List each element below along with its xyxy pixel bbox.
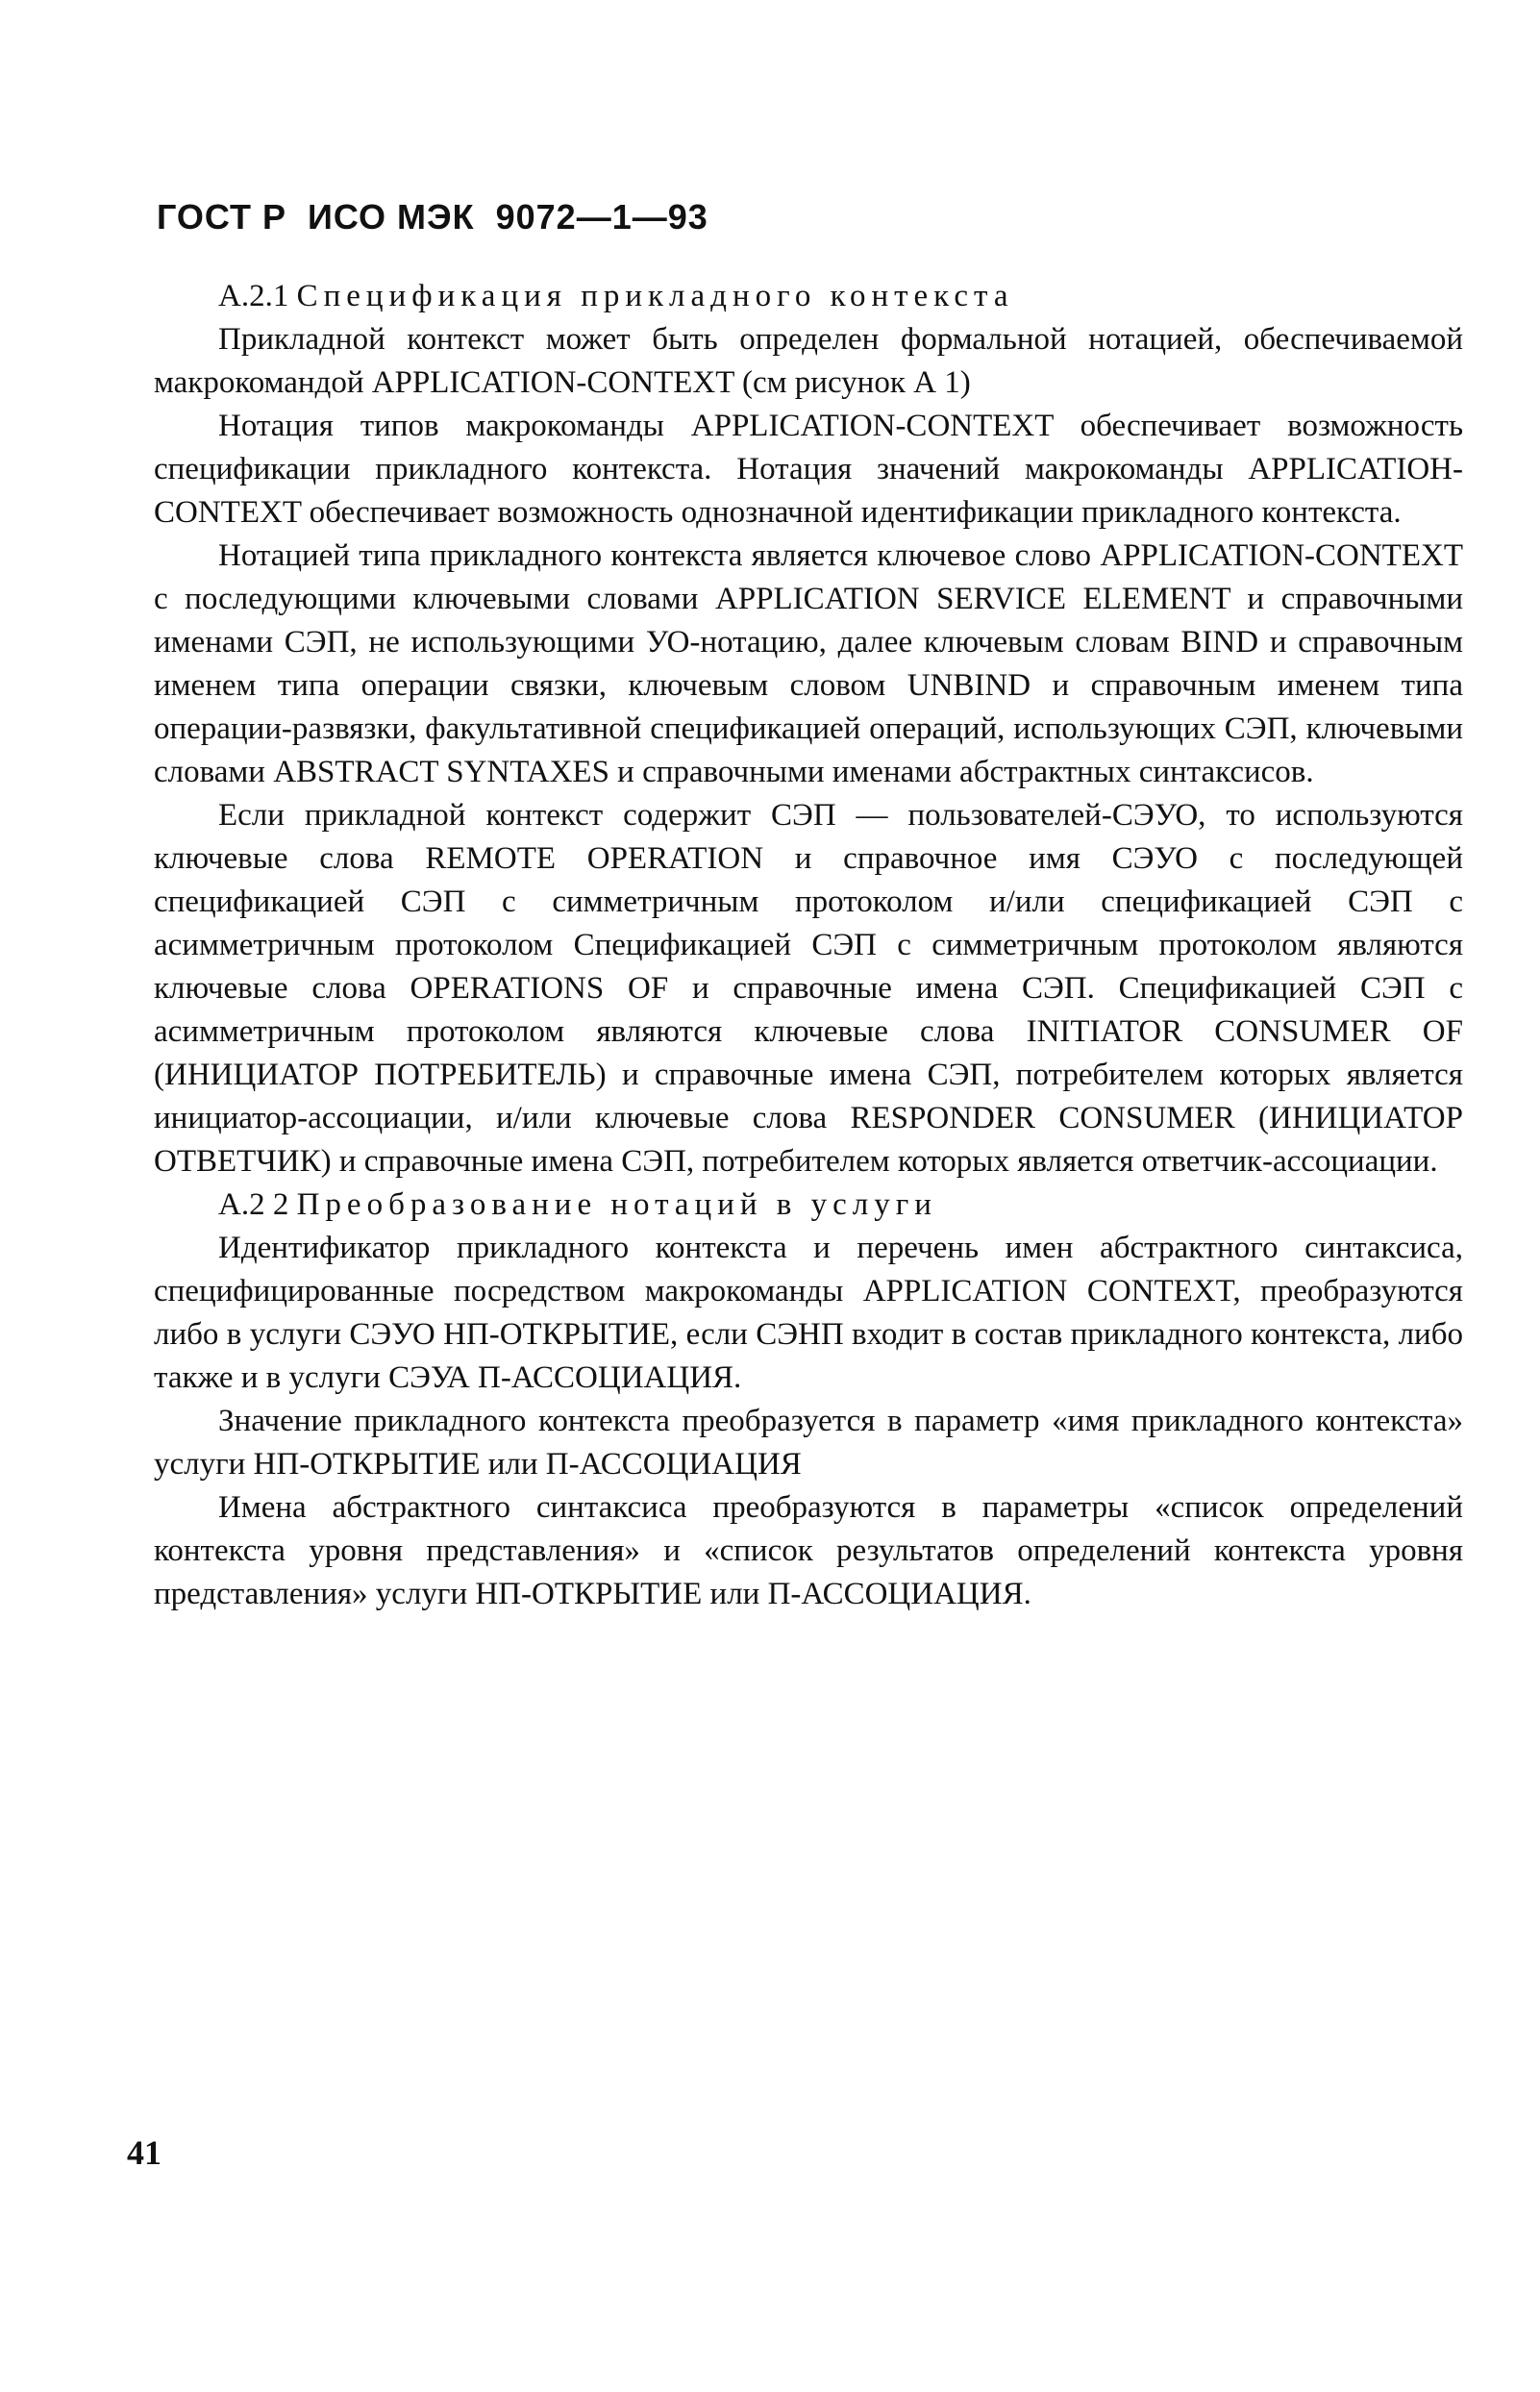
paragraph: Идентификатор прикладного контекста и перечень имен абстрактного синтаксиса, специфицированные посредством макрокоманды APPLICATION CONTEXT, преобразуются либо в услуги СЭУО НП-ОТКРЫТИЕ, если СЭНП входит в состав прикладного контекста, либо также и в услуги СЭУА П-АССОЦИАЦИЯ. xyxy=(154,1231,1463,1395)
header-number: 9072—1—93 xyxy=(495,197,708,237)
paragraph: Имена абстрактного синтаксиса преобразуются в параметры «список определений контекста уровня представления» и «список результатов определений контекста уровня представления» услуги НП-ОТКРЫТИЕ или П-АССОЦИАЦИЯ. xyxy=(154,1490,1463,1611)
paragraph: Прикладной контекст может быть определен формальной нотацией, обеспечиваемой макрокомандой APPLICATION-CONTEXT (см рисунок А 1) xyxy=(154,322,1463,400)
paragraph: Нотация типов макрокоманды APPLICATION-CONTEXT обеспечивает возможность спецификации прикладного контекста. Нотация значений макрокоманды APPLICATIOH-CONTEXT обеспечивает возможность однозначной идентификации прикладного контекста. xyxy=(154,409,1463,530)
section-title: Спецификация прикладного контекста xyxy=(296,279,1014,313)
document-body xyxy=(154,275,1463,1616)
paragraph: Нотацией типа прикладного контекста является ключевое слово APPLICATION-CONTEXT с последующими ключевыми словами APPLICATION SERVICE ELEMENT и справочными именами СЭП, не использующими УО-нотацию, далее ключевым словам BIND и справочным именем типа операции связки, ключевым словом UNBIND и справочным именем типа операции-развязки, факультативной спецификацией операций, использующих СЭП, ключевыми словами ABSTRACT SYNTAXES и справочными именами абстрактных синтаксисов. xyxy=(154,538,1463,789)
page-header xyxy=(157,197,708,237)
section-heading-a21 xyxy=(154,275,1463,318)
section-number: А.2 2 xyxy=(218,1187,289,1222)
paragraph: Если прикладной контекст содержит СЭП — пользователей-СЭУО, то используются ключевые слова REMOTE OPERATION и справочное имя СЭУО с последующей спецификацией СЭП с симметричным протоколом и/или спецификацией СЭП с асимметричным протоколом Спецификацией СЭП с симметричным протоколом являются ключевые слова OPERATIONS OF и справочные имена СЭП. Спецификацией СЭП с асимметричным протоколом являются ключевые слова INITIATOR CONSUMER OF (ИНИЦИАТОР ПОТРЕБИТЕЛЬ) и справочные имена СЭП, потребителем которых является инициатор-ассоциации, и/или ключевые слова RESPONDER CONSUMER (ИНИЦИАТОР ОТВЕТЧИК) и справочные имена СЭП, потребителем которых является ответчик-ассоциации. xyxy=(154,798,1463,1179)
header-iso: ИСО МЭК xyxy=(308,197,475,237)
section-heading-a22 xyxy=(154,1184,1463,1227)
section-number: А.2.1 xyxy=(218,279,289,313)
section-title: Преобразование нотаций в услуги xyxy=(296,1187,937,1222)
page-number: 41 xyxy=(127,2133,161,2172)
header-gost: ГОСТ Р xyxy=(157,197,287,237)
paragraph: Значение прикладного контекста преобразуется в параметр «имя прикладного контекста» услуги НП-ОТКРЫТИЕ или П-АССОЦИАЦИЯ xyxy=(154,1404,1463,1482)
